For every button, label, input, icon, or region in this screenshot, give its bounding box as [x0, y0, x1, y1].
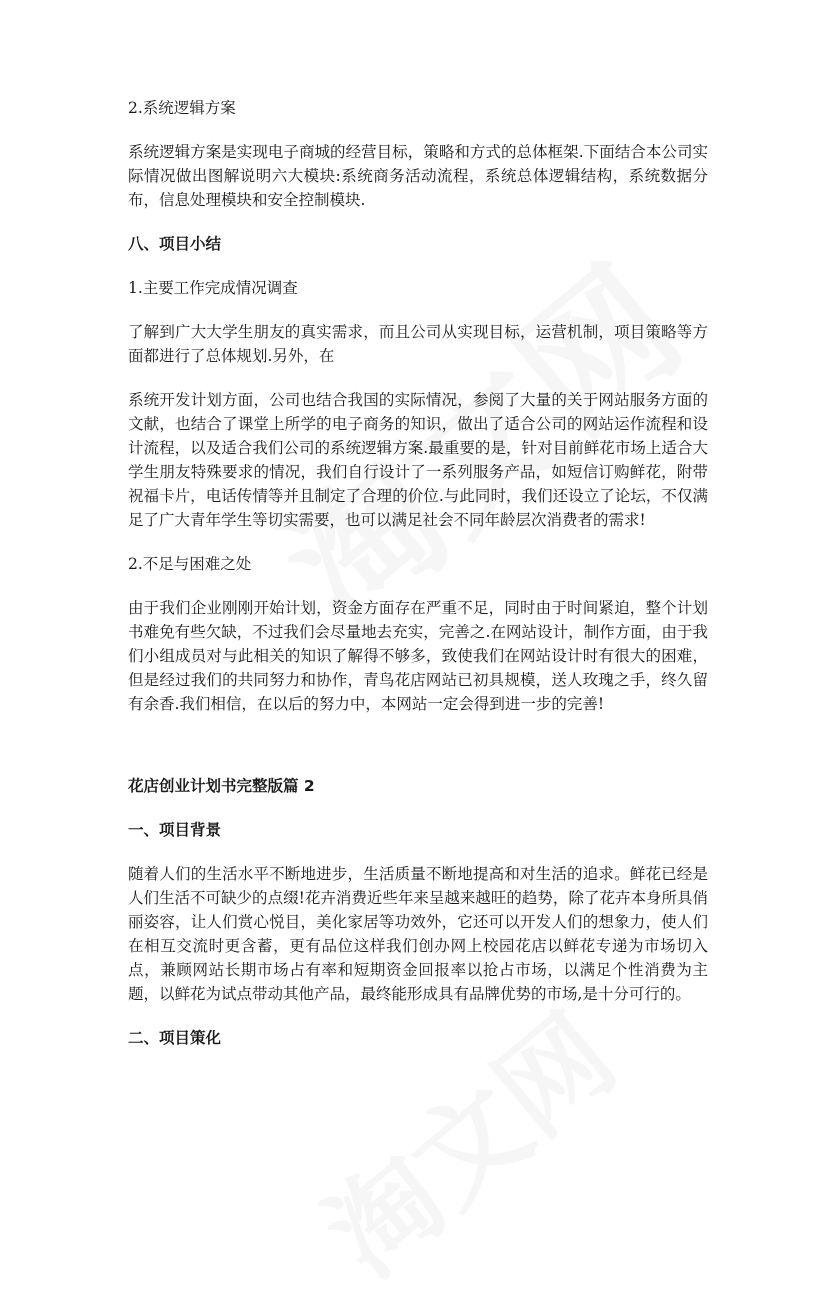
paragraph: 由于我们企业刚刚开始计划，资金方面存在严重不足，同时由于时间紧迫，整个计划书难免有些欠缺，不过我们会尽量地去充实，完善之.在网站设计，制作方面，由于我们小组成员对与此相关的知识了解得不够多，致使我们在网站设计时有很大的困难，但是经过我们的共同努力和协作，青鸟花店网站已初具规模，送人玫瑰之手，终久留有余香.我们相信，在以后的努力中，本网站一定会得到进一步的完善!	[128, 599, 708, 713]
heading-project-background: 一、项目背景	[128, 821, 222, 839]
paragraph: 系统开发计划方面，公司也结合我国的实际情况，参阅了大量的关于网站服务方面的文献，也结合了课堂上所学的电子商务的知识，做出了适合公司的网站运作流程和设计流程，以及适合我们公司的系统逻辑方案.最重要的是，针对目前鲜花市场上适合大学生朋友特殊要求的情况，我们自行设计了一系列服务产品，如短信订购鲜花，附带祝福卡片，电话传情等并且制定了合理的价位.与此同时，我们还设立了论坛，不仅满足了广大青年学生等切实需要，也可以满足社会不同年龄层次消费者的需求!	[128, 391, 708, 529]
subheading-shortcomings: 2.不足与困难之处	[128, 555, 252, 573]
heading-project-summary: 八、项目小结	[128, 235, 222, 253]
document-body	[128, 96, 708, 1070]
heading-business-plan-part2: 花店创业计划书完整版篇 2	[128, 777, 315, 795]
paragraph: 了解到广大大学生朋友的真实需求，而且公司从实现目标，运营机制，项目策略等方面都进行了总体规划.另外，在	[128, 323, 708, 365]
heading-project-planning: 二、项目策化	[128, 1029, 222, 1047]
paragraph: 随着人们的生活水平不断地进步，生活质量不断地提高和对生活的追求。鲜花已经是人们生活不可缺少的点缀!花卉消费近些年来呈越来越旺的趋势，除了花卉本身所具俏丽姿容，让人们赏心悦目，美化家居等功效外，它还可以开发人们的想象力，使人们在相互交流时更含蓄，更有品位这样我们创办网上校园花店以鲜花专递为市场切入点，兼顾网站长期市场占有率和短期资金回报率以抢占市场，以满足个性消费为主题，以鲜花为试点带动其他产品，最终能形成具有品牌优势的市场,是十分可行的。	[128, 865, 708, 1003]
subheading-system-logic: 2.系统逻辑方案	[128, 99, 236, 117]
paragraph: 系统逻辑方案是实现电子商城的经营目标，策略和方式的总体框架.下面结合本公司实际情况做出图解说明六大模块:系统商务活动流程，系统总体逻辑结构，系统数据分布，信息处理模块和安全控制模块.	[128, 143, 708, 209]
subheading-work-survey: 1.主要工作完成情况调查	[128, 279, 298, 297]
